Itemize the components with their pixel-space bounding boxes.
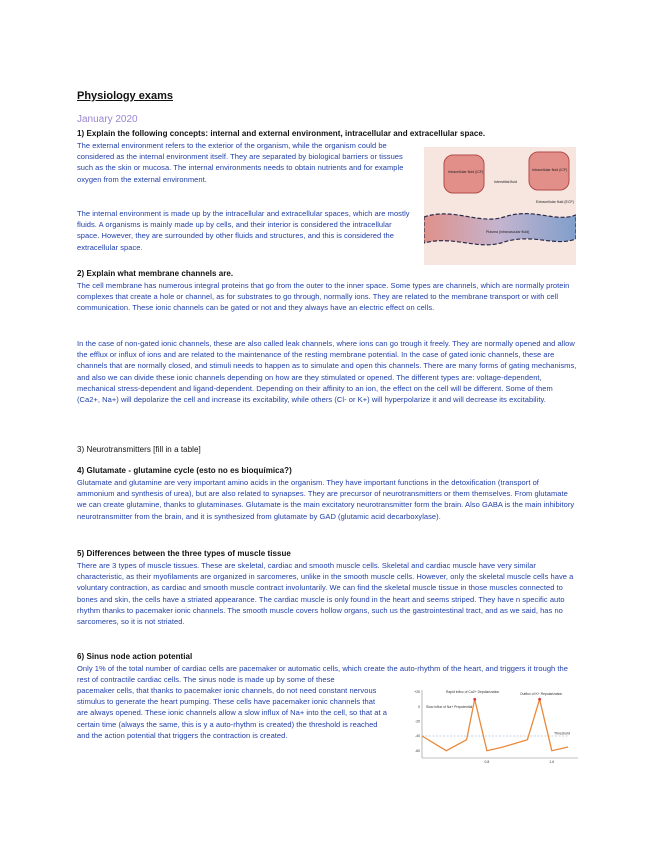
- x-tick-label: 1.6: [549, 760, 555, 764]
- pacemaker-action-potential-chart: [400, 684, 582, 770]
- page-subtitle: January 2020: [77, 114, 138, 125]
- question-4-paragraph-1: Glutamate and glutamine are very important amino acids in the organism. They have important functions in the detoxification (transport of ammonium and synthesis of urea), but are also related to synapses. They are precursor of neurotransmitters or them themselves. From glutamate we can create glutamine, thanks to glutaminases. Glutamate is the main excitatory neurotransmitter form the brain. Also GABA is the main inhibitory neurotransmitter from the brain, and it is synthesized from glutamate by GAD (glutamic acid decarboxylase).: [77, 478, 575, 521]
- annotation-potassium: Outflux of K+ Repolarization: [520, 692, 563, 696]
- question-6-heading: 6) Sinus node action potential: [77, 652, 193, 661]
- question-3-heading: 3) Neurotransmitters [fill in a table]: [77, 445, 201, 454]
- question-1-paragraph-1: The external environment refers to the exterior of the organism, while the organism could be considered as the internal environment itself. They are separated by biological barriers or tissues such as the skin or mucosa. The internal environments needs to obtain nutrients and for example oxygen from the external environment.: [77, 141, 404, 184]
- question-1-heading: 1) Explain the following concepts: internal and external environment, intracellular and extracellular space.: [77, 129, 486, 138]
- y-tick-label: -20: [415, 719, 420, 724]
- question-1-paragraph-2: The internal environment is made up by the intracellular and extracellular spaces, which are mostly fluids. A organisms is mainly made up by cells, and their interior is considered the intracellular space. However, they are surrounded by other fluids and structures, and this is considered the extracellular space.: [77, 209, 410, 252]
- question-6-paragraph-2: pacemaker cells, that thanks to pacemaker ionic channels, do not need constant nervous stimulus to generate the heart pumping. These cells have pacemaker ionic channels that are always opened. These ionic channels allow a slow influx of Na+ into the cell, so that at a certain time (always the same, this is y a auto-rhythm is created) the threshold is reached and the action potential that triggers the contraction is created.: [77, 686, 387, 740]
- chart-background: [400, 684, 582, 770]
- label-ecf: Extracellular fluid (ECF): [536, 200, 574, 204]
- y-tick-label: +20: [414, 690, 420, 695]
- question-2-paragraph-2: In the case of non-gated ionic channels, these are also called leak channels, where ions can go trough it freely. They are normally opened and allow the efflux or influx of ions and are related to the maintenance of the resting membrane potential. In the case of gated ionic channels, these are channels that are normally closed, and stimuli needs to happen as to simulate and open this channels. There are many forms of gating mechanisms, and also we can divide these ionic channels depending on how are they stimulated or opened. The different types are: voltage-dependent, mechanical stress-dependent and ligand-dependent. Depending on their affinity to an ion, the effect on the cell will be different. Some of them (Ca2+, Na+) will depolarize the cell and increase its excitability, while others (Cl- or K+) will hyperpolarize it and will decrease its excitability.: [77, 339, 577, 405]
- label-icf-left: Intracellular fluid (ICF): [448, 170, 484, 174]
- threshold-label: Threshold: [554, 731, 570, 736]
- label-plasma: Plasma (intravascular fluid): [486, 230, 530, 234]
- label-interstitial: Interstitial fluid: [494, 180, 517, 184]
- ap-peak-point: [473, 698, 476, 701]
- annotation-sodium: Slow influx of Na+ Prepotential: [426, 705, 473, 709]
- annotation-calcium: Rapid influx of Ca2+ Depolarization: [446, 690, 500, 694]
- question-2-heading: 2) Explain what membrane channels are.: [77, 269, 234, 278]
- question-5-heading: 5) Differences between the three types of muscle tissue: [77, 549, 291, 558]
- y-tick-label: -60: [415, 748, 420, 753]
- question-5-paragraph-1: There are 3 types of muscle tissues. These are skeletal, cardiac and smooth muscle cells. Skeletal and cardiac muscle have very similar characteristic, as their myofilaments are organized in sarcomeres, unlike in the smooth muscle cells. However, only the skeletal muscle cells have a voluntary contraction, as cardiac and smooth muscle contract involuntarily. We can find the skeletal muscle tissue in those muscles connected to bones and skin, the cells have a striated appearance. The cardiac muscle is only found in the heart and seems striped. They have n specific auto rhythm thanks to pacemaker ionic channels. The smooth muscle covers hollow organs, such us the gastrointestinal tract, and as we said, has no sarcomeres, so it is not striated.: [77, 561, 574, 627]
- ap-peak-point: [538, 698, 541, 701]
- label-icf-right: Intracellular fluid (ICF): [532, 168, 568, 172]
- question-2-paragraph-1: The cell membrane has numerous integral proteins that go from the outer to the inner space. Some types are channels, which are normally protein complexes that create a hole or channel, as for substrates to go through, normally ions. They are related to the membrane transport or with cell communication. These ionic channels can be gated or not and they always have an electric effect on cells.: [77, 281, 570, 313]
- question-4-heading: 4) Glutamate - glutamine cycle (esto no es bioquímica?): [77, 466, 292, 475]
- x-tick-label: 0.8: [484, 760, 490, 764]
- question-6-paragraph-1: Only 1% of the total number of cardiac cells are pacemaker or automatic cells, which create the auto-rhythm of the heart, and triggers it trough the rest of contractile cardiac cells. The sinus node is made up by some of these: [77, 664, 568, 685]
- page-title: Physiology exams: [77, 90, 173, 102]
- y-tick-label: -40: [415, 734, 420, 739]
- fluid-compartments-figure: [424, 147, 576, 265]
- y-tick-label: 0: [418, 704, 420, 709]
- cell-left: [444, 155, 484, 193]
